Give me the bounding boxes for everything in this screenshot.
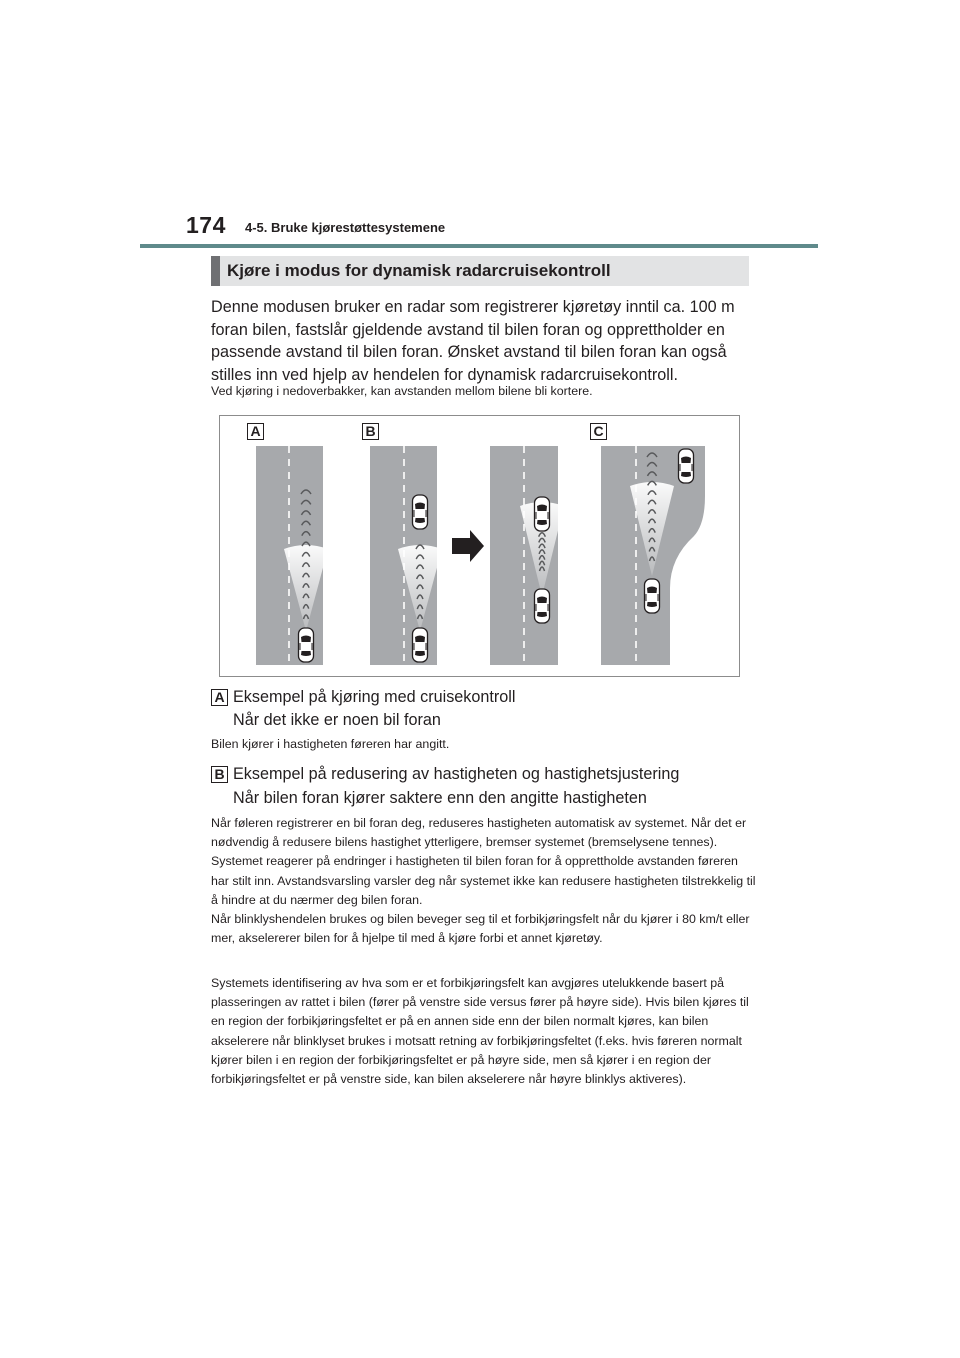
title-accent-bar — [211, 256, 220, 286]
lead-car-c — [679, 449, 694, 483]
section-header: 4-5. Bruke kjørestøttesystemene — [245, 220, 446, 235]
item-a-label: A — [211, 689, 228, 706]
own-car-b-after — [535, 589, 550, 623]
item-a-subtitle: Når det ikke er noen bil foran — [233, 711, 441, 729]
page-number: 174 — [186, 212, 226, 238]
own-car-c — [645, 579, 660, 613]
item-b-text-3: Systemets identifisering av hva som er et forbikjøringsfelt kan avgjøres utelukkende basert på plasseringen av rattet i bilen (fører på venstre side versus fører på høyre side). Hvis bilen kjøres til en region der forbikjøringsfeltet er på en annen side enn der bilen normalt kjøres, kan bilen akselerere når blinklyset brukes i motsatt retning av forbikjøringsfeltet (f.eks. hvis føreren normalt kjører bilen i en region der forbikjøringsfeltet er på høyre side, men så kjører i en region der forbikjøringsfeltet er på venstre side, kan bilen akselerere når høyre blinklys aktiveres). — [211, 976, 749, 1087]
lead-car-b — [413, 495, 428, 529]
figure-label-b: B — [362, 423, 379, 440]
own-car-b — [413, 628, 428, 662]
section-title: Kjøre i modus for dynamisk radarcruisekontroll — [227, 261, 611, 280]
item-a-title: Eksempel på kjøring med cruisekontroll — [233, 688, 516, 706]
header-rule — [140, 244, 818, 248]
radar-cruise-figure — [219, 415, 740, 677]
item-b-subtitle: Når bilen foran kjører saktere enn den angitte hastigheten — [233, 789, 647, 807]
figure-illustration — [220, 416, 741, 678]
own-car-a — [299, 628, 314, 662]
item-b-title: Eksempel på redusering av hastigheten og hastighetsjustering — [233, 765, 680, 783]
intro-paragraph: Denne modusen bruker en radar som registrerer kjøretøy inntil ca. 100 m foran bilen, fastslår gjeldende avstand til bilen foran og opprettholder en passende avstand til bilen foran. Ønsket avstand til bilen foran kan også stilles inn ved hjelp av hendelen for dynamisk radarcruisekontroll. — [211, 298, 735, 384]
downhill-note: Ved kjøring i nedoverbakker, kan avstanden mellom bilene bli kortere. — [211, 384, 593, 398]
item-b-label: B — [211, 766, 228, 783]
figure-label-c: C — [590, 423, 607, 440]
section-title-box — [211, 256, 749, 286]
figure-label-a: A — [247, 423, 264, 440]
item-b-text-2: Når blinklyshendelen brukes og bilen beveger seg til et forbikjøringsfelt når du kjører i 80 km/t eller mer, akselererer bilen for å hjelpe til med å kjøre forbi et annet kjøretøy. — [211, 912, 750, 946]
right-arrow-icon — [452, 530, 484, 562]
item-b-text-1: Når føleren registrerer en bil foran deg, reduseres hastigheten automatisk av systemet. Når det er nødvendig å redusere bilens hastighet ytterligere, bremser systemet (bremselysene tennes). Systemet reagerer på endringer i hastigheten til bilen foran for å opprettholde avstanden føreren har stilt inn. Avstandsvarsling varsler deg når systemet ikke kan redusere hastigheten tilstrekkelig til å hindre at du nærmer deg bilen foran. — [211, 816, 756, 907]
item-a-text: Bilen kjører i hastigheten føreren har angitt. — [211, 737, 450, 751]
lead-car-b-after — [535, 497, 550, 531]
